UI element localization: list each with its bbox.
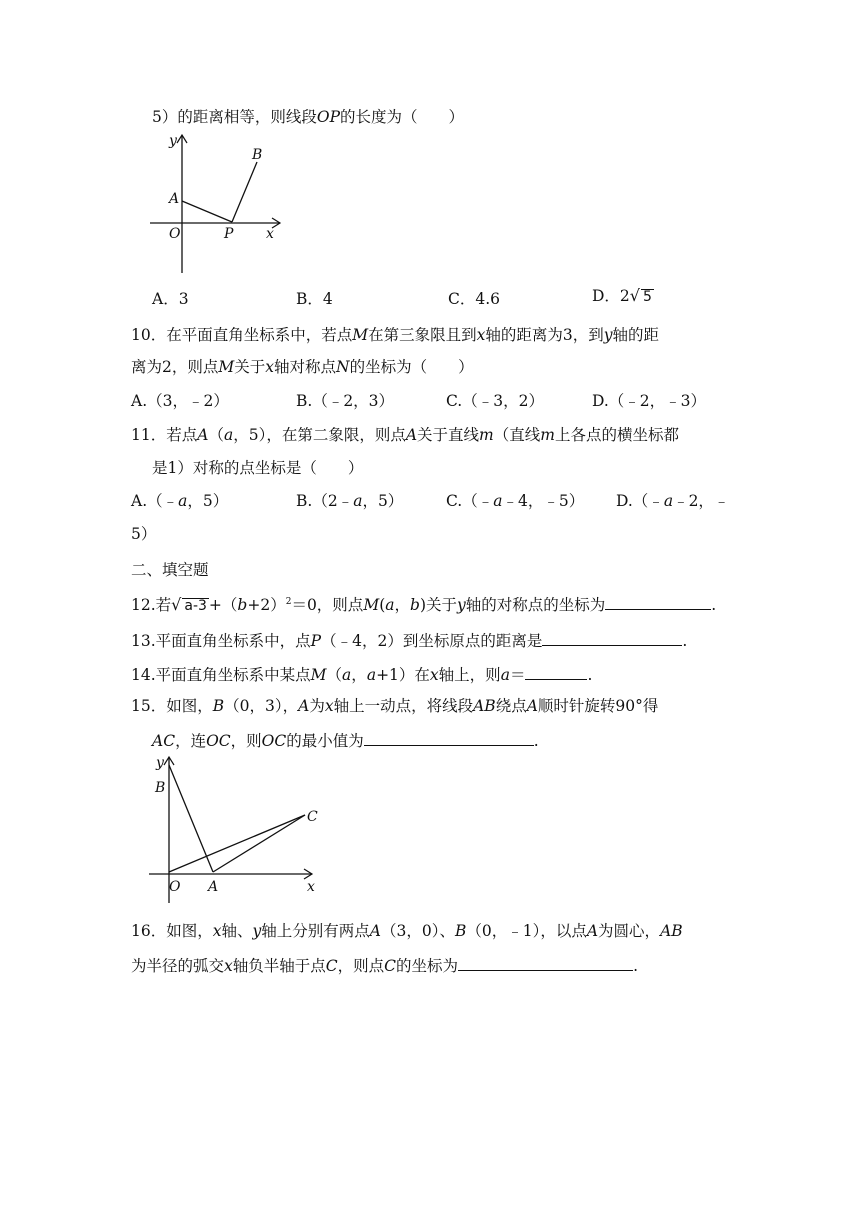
q9-option-b: B．4: [296, 290, 333, 308]
q16-line-2: 为半径的弧交x轴负半轴于点C，则点C的坐标为 .: [131, 954, 638, 976]
q11-option-c: C.（﹣a﹣4，﹣5）: [446, 492, 585, 510]
q15-figure: [147, 755, 327, 905]
q15-label-c: C: [307, 809, 318, 825]
q11-option-a: A.（﹣a，5）: [131, 492, 229, 510]
q11-line-2: 是1）对称的点坐标是（ ）: [152, 459, 364, 477]
q16-line-1: 16．如图，x轴、y轴上分别有两点A（3，0）、B（0，﹣1），以点A为圆心，AB: [131, 922, 683, 940]
q9-option-c: C．4.6: [448, 290, 501, 308]
q15-label-x: x: [307, 879, 315, 895]
q15-label-o: O: [169, 879, 181, 895]
q10-line-2: 离为2，则点M关于x轴对称点N的坐标为（ ）: [131, 358, 474, 376]
q12-line: 12.若√ $a-3 +(b+2)^2=0$，则点M(a，b)关于y轴的对称点的坐标为 .: [131, 595, 717, 615]
q10-line-1: 10．在平面直角坐标系中，若点M在第三象限且到x轴的距离为3，到y轴的距: [131, 326, 660, 344]
q15-segment-oc: [169, 815, 305, 872]
q9-figure: [145, 133, 285, 273]
q15-label-y: y: [156, 755, 164, 771]
q9-segment-pb: [232, 162, 257, 222]
q9-tail-line: 5）的距离相等，则线段OP的长度为（ ）: [152, 108, 465, 126]
q14-line: 14.平面直角坐标系中某点M（a，a+1）在x轴上，则a＝ .: [131, 663, 592, 685]
q9-label-a: A: [169, 191, 180, 207]
q12-answer-blank[interactable]: [605, 593, 711, 610]
q16-answer-blank[interactable]: [458, 954, 633, 971]
q11-line-1: 11．若点A（a，5），在第二象限，则点A关于直线m（直线m上各点的横坐标都: [131, 426, 679, 444]
q9-option-a: A．3: [152, 290, 189, 308]
q9-label-b: B: [252, 147, 263, 163]
q15-line-1: 15．如图，B（0，3），A为x轴上一动点，将线段AB绕点A顺时针旋转90°得: [131, 697, 659, 715]
q11-option-d-wrap: 5）: [131, 525, 157, 543]
q15-label-b: B: [155, 780, 166, 796]
q14-answer-blank[interactable]: [525, 663, 587, 680]
q9-label-x: x: [266, 226, 274, 242]
q10-option-a: A.（3，﹣2）: [131, 392, 229, 410]
section-heading-fill-in: 二、填空题: [131, 561, 209, 579]
q13-line: 13.平面直角坐标系中，点P（﹣4，2）到坐标原点的距离是 .: [131, 629, 687, 651]
q11-option-b: B.（2﹣a，5）: [296, 492, 404, 510]
q9-label-o: O: [169, 226, 181, 242]
q10-option-b: B.（﹣2，3）: [296, 392, 395, 410]
q9-label-p: P: [224, 226, 234, 242]
q13-answer-blank[interactable]: [542, 629, 682, 646]
q9-option-d: D．2√ 5: [592, 286, 652, 305]
q9-label-y: y: [169, 133, 177, 149]
q15-segment-ac: [213, 815, 305, 872]
q15-label-a: A: [208, 879, 219, 895]
q11-option-d: D.（﹣a﹣2，﹣: [616, 492, 730, 510]
q15-line-2: AC，连OC，则OC的最小值为 .: [152, 729, 539, 751]
q9-segment-ap: [182, 201, 232, 222]
q10-option-d: D.（﹣2，﹣3）: [592, 392, 707, 410]
q10-option-c: C.（﹣3，2）: [446, 392, 544, 410]
q15-answer-blank[interactable]: [364, 729, 534, 746]
